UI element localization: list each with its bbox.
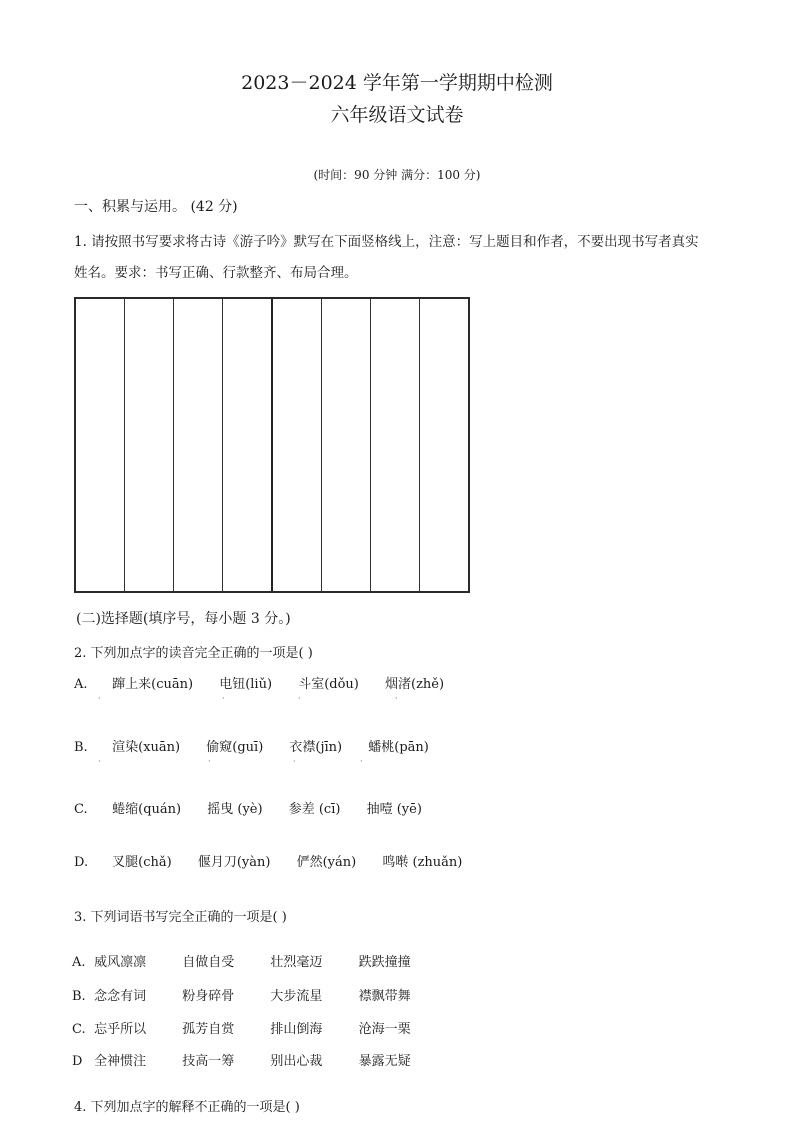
question-1-text: 1. 请按照书写要求将古诗《游子吟》默写在下面竖格线上，注意：写上题目和作者，不要出现书写者真实 bbox=[74, 234, 699, 250]
emphasis-dot: · bbox=[98, 694, 101, 703]
q2-option-b[interactable] bbox=[74, 736, 451, 755]
emphasis-dot: · bbox=[395, 694, 398, 703]
option-label: B. bbox=[74, 740, 88, 755]
option-word: 技高一筹 bbox=[182, 1054, 235, 1069]
option-label: D bbox=[72, 1054, 83, 1069]
option-label: B. bbox=[72, 989, 86, 1004]
option-word: 孤芳自赏 bbox=[182, 1022, 235, 1037]
option-word: 偷窥(guī) bbox=[206, 740, 264, 755]
time-score-info: (时间：90 分钟 满分：100 分) bbox=[313, 168, 481, 182]
emphasis-dot: · bbox=[98, 757, 101, 766]
exam-title: 2023－2024 学年第一学期期中检测 bbox=[241, 72, 553, 94]
grid-column[interactable] bbox=[76, 299, 125, 591]
option-word: 烟渚(zhě) bbox=[385, 677, 445, 692]
option-word: 大步流星 bbox=[270, 989, 323, 1004]
option-word: 鸣啭 (zhuǎn) bbox=[382, 855, 463, 870]
writing-grid[interactable] bbox=[74, 297, 470, 593]
q3-option-d[interactable] bbox=[72, 1050, 443, 1069]
option-word: 蟠桃(pān) bbox=[368, 740, 429, 755]
option-word: 忘乎所以 bbox=[94, 1022, 147, 1037]
option-word: 偃月刀(yàn) bbox=[197, 855, 271, 870]
option-word: 念念有词 bbox=[94, 989, 147, 1004]
option-word: 壮烈毫迈 bbox=[270, 955, 323, 970]
grid-column[interactable] bbox=[174, 299, 223, 591]
question-2-stem: 2. 下列加点字的读音完全正确的一项是( ) bbox=[74, 646, 313, 661]
q2-option-d[interactable] bbox=[74, 851, 484, 870]
question-4-stem: 4. 下列加点字的解释不正确的一项是( ) bbox=[74, 1100, 300, 1115]
q2-option-a[interactable] bbox=[74, 673, 466, 692]
option-word: 沧海一栗 bbox=[358, 1022, 411, 1037]
option-word: 蹿上来(cuān) bbox=[112, 677, 194, 692]
section-heading-1: 一、积累与运用。 (42 分) bbox=[74, 199, 238, 215]
option-word: 斗室(dǒu) bbox=[298, 677, 359, 692]
option-word: 别出心裁 bbox=[270, 1054, 323, 1069]
question-3-stem: 3. 下列词语书写完全正确的一项是( ) bbox=[74, 910, 287, 925]
q3-option-c[interactable] bbox=[72, 1018, 443, 1037]
option-word: 粉身碎骨 bbox=[182, 989, 235, 1004]
option-word: 蜷缩(quán) bbox=[112, 802, 182, 817]
option-word: 衣襟(jīn) bbox=[289, 740, 343, 755]
option-word: 威风凛凛 bbox=[94, 955, 147, 970]
emphasis-dot: · bbox=[360, 757, 363, 766]
option-label: D. bbox=[74, 855, 89, 870]
grid-column[interactable] bbox=[420, 299, 468, 591]
option-label: C. bbox=[72, 1022, 86, 1037]
option-word: 暴露无疑 bbox=[358, 1054, 411, 1069]
grid-column[interactable] bbox=[223, 299, 273, 591]
option-word: 参差 (cī) bbox=[288, 802, 341, 817]
q2-option-c[interactable] bbox=[74, 798, 444, 817]
emphasis-dot: · bbox=[293, 757, 296, 766]
emphasis-dot: · bbox=[208, 757, 211, 766]
grid-column[interactable] bbox=[125, 299, 174, 591]
grid-column[interactable] bbox=[371, 299, 420, 591]
option-label: A. bbox=[74, 677, 88, 692]
option-label: C. bbox=[74, 802, 88, 817]
option-word: 全神惯注 bbox=[94, 1054, 147, 1069]
emphasis-dot: · bbox=[298, 694, 301, 703]
option-label: A. bbox=[72, 955, 86, 970]
option-word: 襟飘带舞 bbox=[358, 989, 411, 1004]
option-word: 电钮(liǔ) bbox=[219, 677, 273, 692]
question-1-requirements: 姓名。要求：书写正确、行款整齐、布局合理。 bbox=[74, 265, 358, 281]
exam-subtitle: 六年级语文试卷 bbox=[330, 104, 464, 126]
option-word: 摇曳 (yè) bbox=[207, 802, 263, 817]
section-heading-2: (二)选择题(填序号，每小题 3 分。) bbox=[76, 611, 291, 627]
grid-column[interactable] bbox=[322, 299, 371, 591]
option-word: 跌跌撞撞 bbox=[358, 955, 411, 970]
option-word: 排山倒海 bbox=[270, 1022, 323, 1037]
emphasis-dot: · bbox=[222, 694, 225, 703]
option-word: 叉腿(chǎ) bbox=[112, 855, 172, 870]
option-word: 抽噎 (yē) bbox=[366, 802, 422, 817]
q3-option-b[interactable] bbox=[72, 985, 443, 1004]
option-word: 自做自受 bbox=[182, 955, 235, 970]
grid-column[interactable] bbox=[273, 299, 322, 591]
q3-option-a[interactable] bbox=[72, 951, 443, 970]
option-word: 俨然(yán) bbox=[296, 855, 357, 870]
option-word: 渲染(xuān) bbox=[112, 740, 181, 755]
